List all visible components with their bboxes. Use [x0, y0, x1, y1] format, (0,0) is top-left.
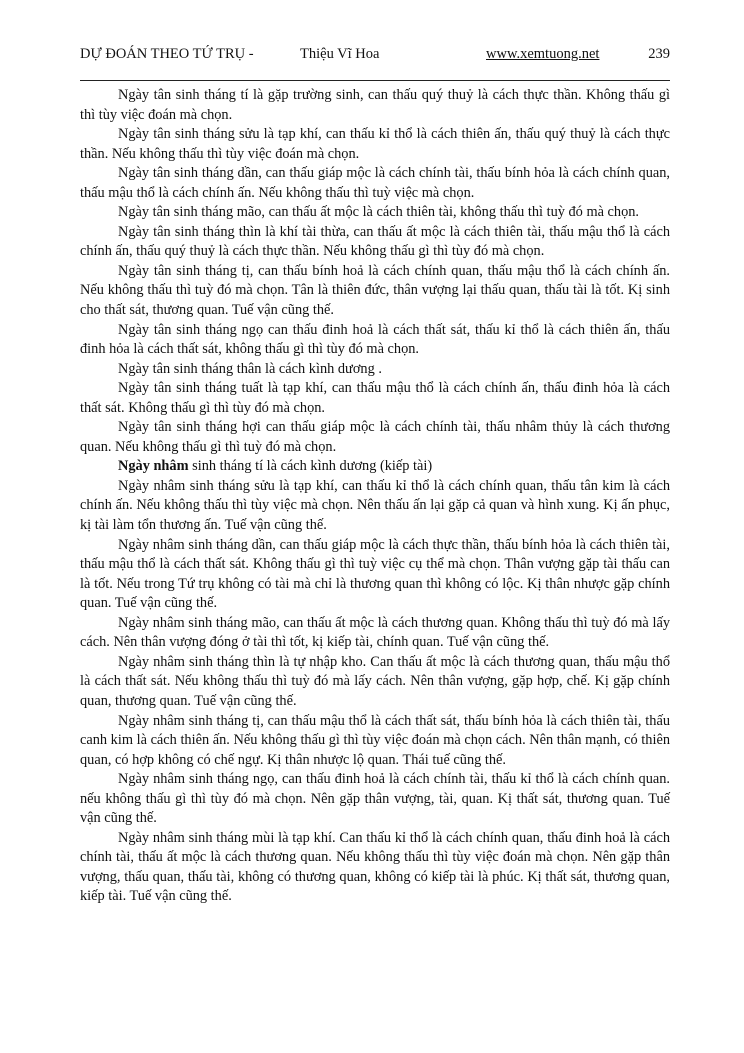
- page-header: [80, 46, 670, 66]
- paragraph: Ngày tân sinh tháng ngọ can thấu đinh hoả là cách thất sát, thấu kỉ thổ là cách thiên ấn, thấu đinh hỏa là cách thất sát, không thấu gì thì tùy đó mà chọn.: [80, 321, 670, 358]
- paragraph: Ngày nhâm sinh tháng sửu là tạp khí, can thấu kỉ thổ là cách chính quan, thấu tân kim là cách chính ấn. Nếu không thấu thì tùy việc mà chọn. Nên thấu ấn lại gặp cả quan và hình xung. Kị ấn phục, kị tài làm tổn thương ấn. Tuế vận cũng thế.: [80, 477, 670, 534]
- body-text: [80, 86, 670, 907]
- paragraph: Ngày tân sinh tháng tuất là tạp khí, can thấu mậu thổ là cách chính ấn, thấu đinh hỏa là cách thất sát. Không thấu gì thì tùy đó mà chọn.: [80, 380, 670, 416]
- paragraph: Ngày tân sinh tháng tị, can thấu bính hoả là cách chính quan, thấu mậu thổ là cách chính ấn. Nếu không thấu thì tuỳ đó mà chọn. Tân là thiên đức, thân vượng lại thấu quan, thấu tài là tốt. Kị sinh cho thất sát, thương quan. Tuế vận cũng thế.: [80, 262, 670, 319]
- website-link[interactable]: www.xemtuong.net: [486, 46, 600, 62]
- paragraph: Ngày tân sinh tháng tí là gặp trường sinh, can thấu quý thuỷ là cách thực thần. Không thấu gì thì tùy việc đoán mà chọn.: [80, 87, 670, 123]
- paragraph: Ngày nhâm sinh tháng mùi là tạp khí. Can thấu kỉ thổ là cách chính quan, thấu đinh hoả là cách chính tài, thấu ất mộc là cách thương quan. Nếu không thấu thì tùy việc đoán mà chọn. Nên gặp thân vượng, thấu quan, thấu tài, không có thương quan, không có kiếp tài là phúc. Kị thất sát, thương quan, kiếp tài. Tuế vận cũng thế.: [80, 829, 670, 905]
- paragraph: Ngày tân sinh tháng thân là cách kình dương .: [118, 360, 382, 377]
- paragraph: Ngày nhâm sinh tháng ngọ, can thấu đinh hoả là cách chính tài, thấu kỉ thổ là cách chính quan. nếu không thấu gì thì tùy đó mà chọn. Nên gặp thân vượng, tài, quan. Kị thất sát, thương quan. Tuế vận cũng thế.: [80, 771, 670, 827]
- paragraph: Ngày tân sinh tháng mão, can thấu ất mộc là cách thiên tài, không thấu thì tuỳ đó mà chọn.: [118, 204, 640, 221]
- book-title: DỰ ĐOÁN THEO TỨ TRỤ -: [80, 46, 254, 62]
- section-heading-paragraph: [80, 457, 670, 477]
- section-bold-lead: Ngày nhâm: [118, 458, 189, 475]
- paragraph: Ngày tân sinh tháng sửu là tạp khí, can thấu kỉ thổ là cách thiên ấn, thấu quý thuỷ là cách thực thần. Nếu không thấu thì tùy việc đoán mà chọn.: [80, 126, 670, 162]
- paragraph: Ngày tân sinh tháng thìn là khí tài thừa, can thấu ất mộc là cách thiên tài, thấu mậu thổ là cách chính ấn, thấu quý thuỷ là cách thực thần. Nếu không thấu gì thì tùy đó mà chọn.: [80, 223, 670, 260]
- paragraph: Ngày nhâm sinh tháng tị, can thấu mậu thổ là cách thất sát, thấu bính hỏa là cách thiên tài, thấu canh kim là cách thiên ấn. Nếu không thấu gì thì tùy việc đoán mà chọn cách. Nên thân mạnh, có thiên quan, có hợp không có chế ngự. Kị thân nhược lộ quan. Thái tuế cũng thế.: [80, 712, 670, 768]
- paragraph: Ngày nhâm sinh tháng dần, can thấu giáp mộc là cách thực thần, thấu bính hỏa là cách thiên tài, thấu mậu thổ là cách thất sát. Không thấu gì thì tuỳ việc cụ thể mà chọn. Thân vượng gặp tài thấu can là tốt. Nếu trong Tứ trụ không có tài mà chỉ là thương quan thì không có lộc. Kị thân nhược gặp chính quan. Tuế vận cũng thế.: [80, 536, 670, 612]
- paragraph: Ngày tân sinh tháng dần, can thấu giáp mộc là cách chính tài, thấu bính hỏa là cách chính quan, thấu mậu thổ là cách chính ấn. Nếu không thấu thì tuỳ việc mà chọn.: [80, 165, 670, 201]
- page-number: 239: [648, 46, 670, 62]
- author-name: Thiệu Vĩ Hoa: [300, 46, 380, 62]
- header-divider: [80, 80, 670, 81]
- section-heading-rest: sinh tháng tí là cách kình dương (kiếp tài): [188, 458, 433, 475]
- paragraph: Ngày tân sinh tháng hợi can thấu giáp mộc là cách chính tài, thấu nhâm thủy là cách thương quan. Nếu không thấu gì thì tuỳ đó mà chọn.: [80, 419, 670, 455]
- paragraph: Ngày nhâm sinh tháng thìn là tự nhập kho. Can thấu ất mộc là cách thương quan, thấu mậu thổ là cách thất sát. Nếu không thấu thì tuỳ đó mà lấy cách. Nên thân vượng, gặp hợp, chế. Kị gặp chính quan, thương quan. Tuế vận cũng thế.: [80, 653, 670, 709]
- paragraph: Ngày nhâm sinh tháng mão, can thấu ất mộc là cách thương quan. Không thấu thì tuỳ đó mà lấy cách. Nên thân vượng đóng ở tài thì tốt, kị kiếp tài, chính quan. Tuế vận cũng thế.: [80, 614, 670, 651]
